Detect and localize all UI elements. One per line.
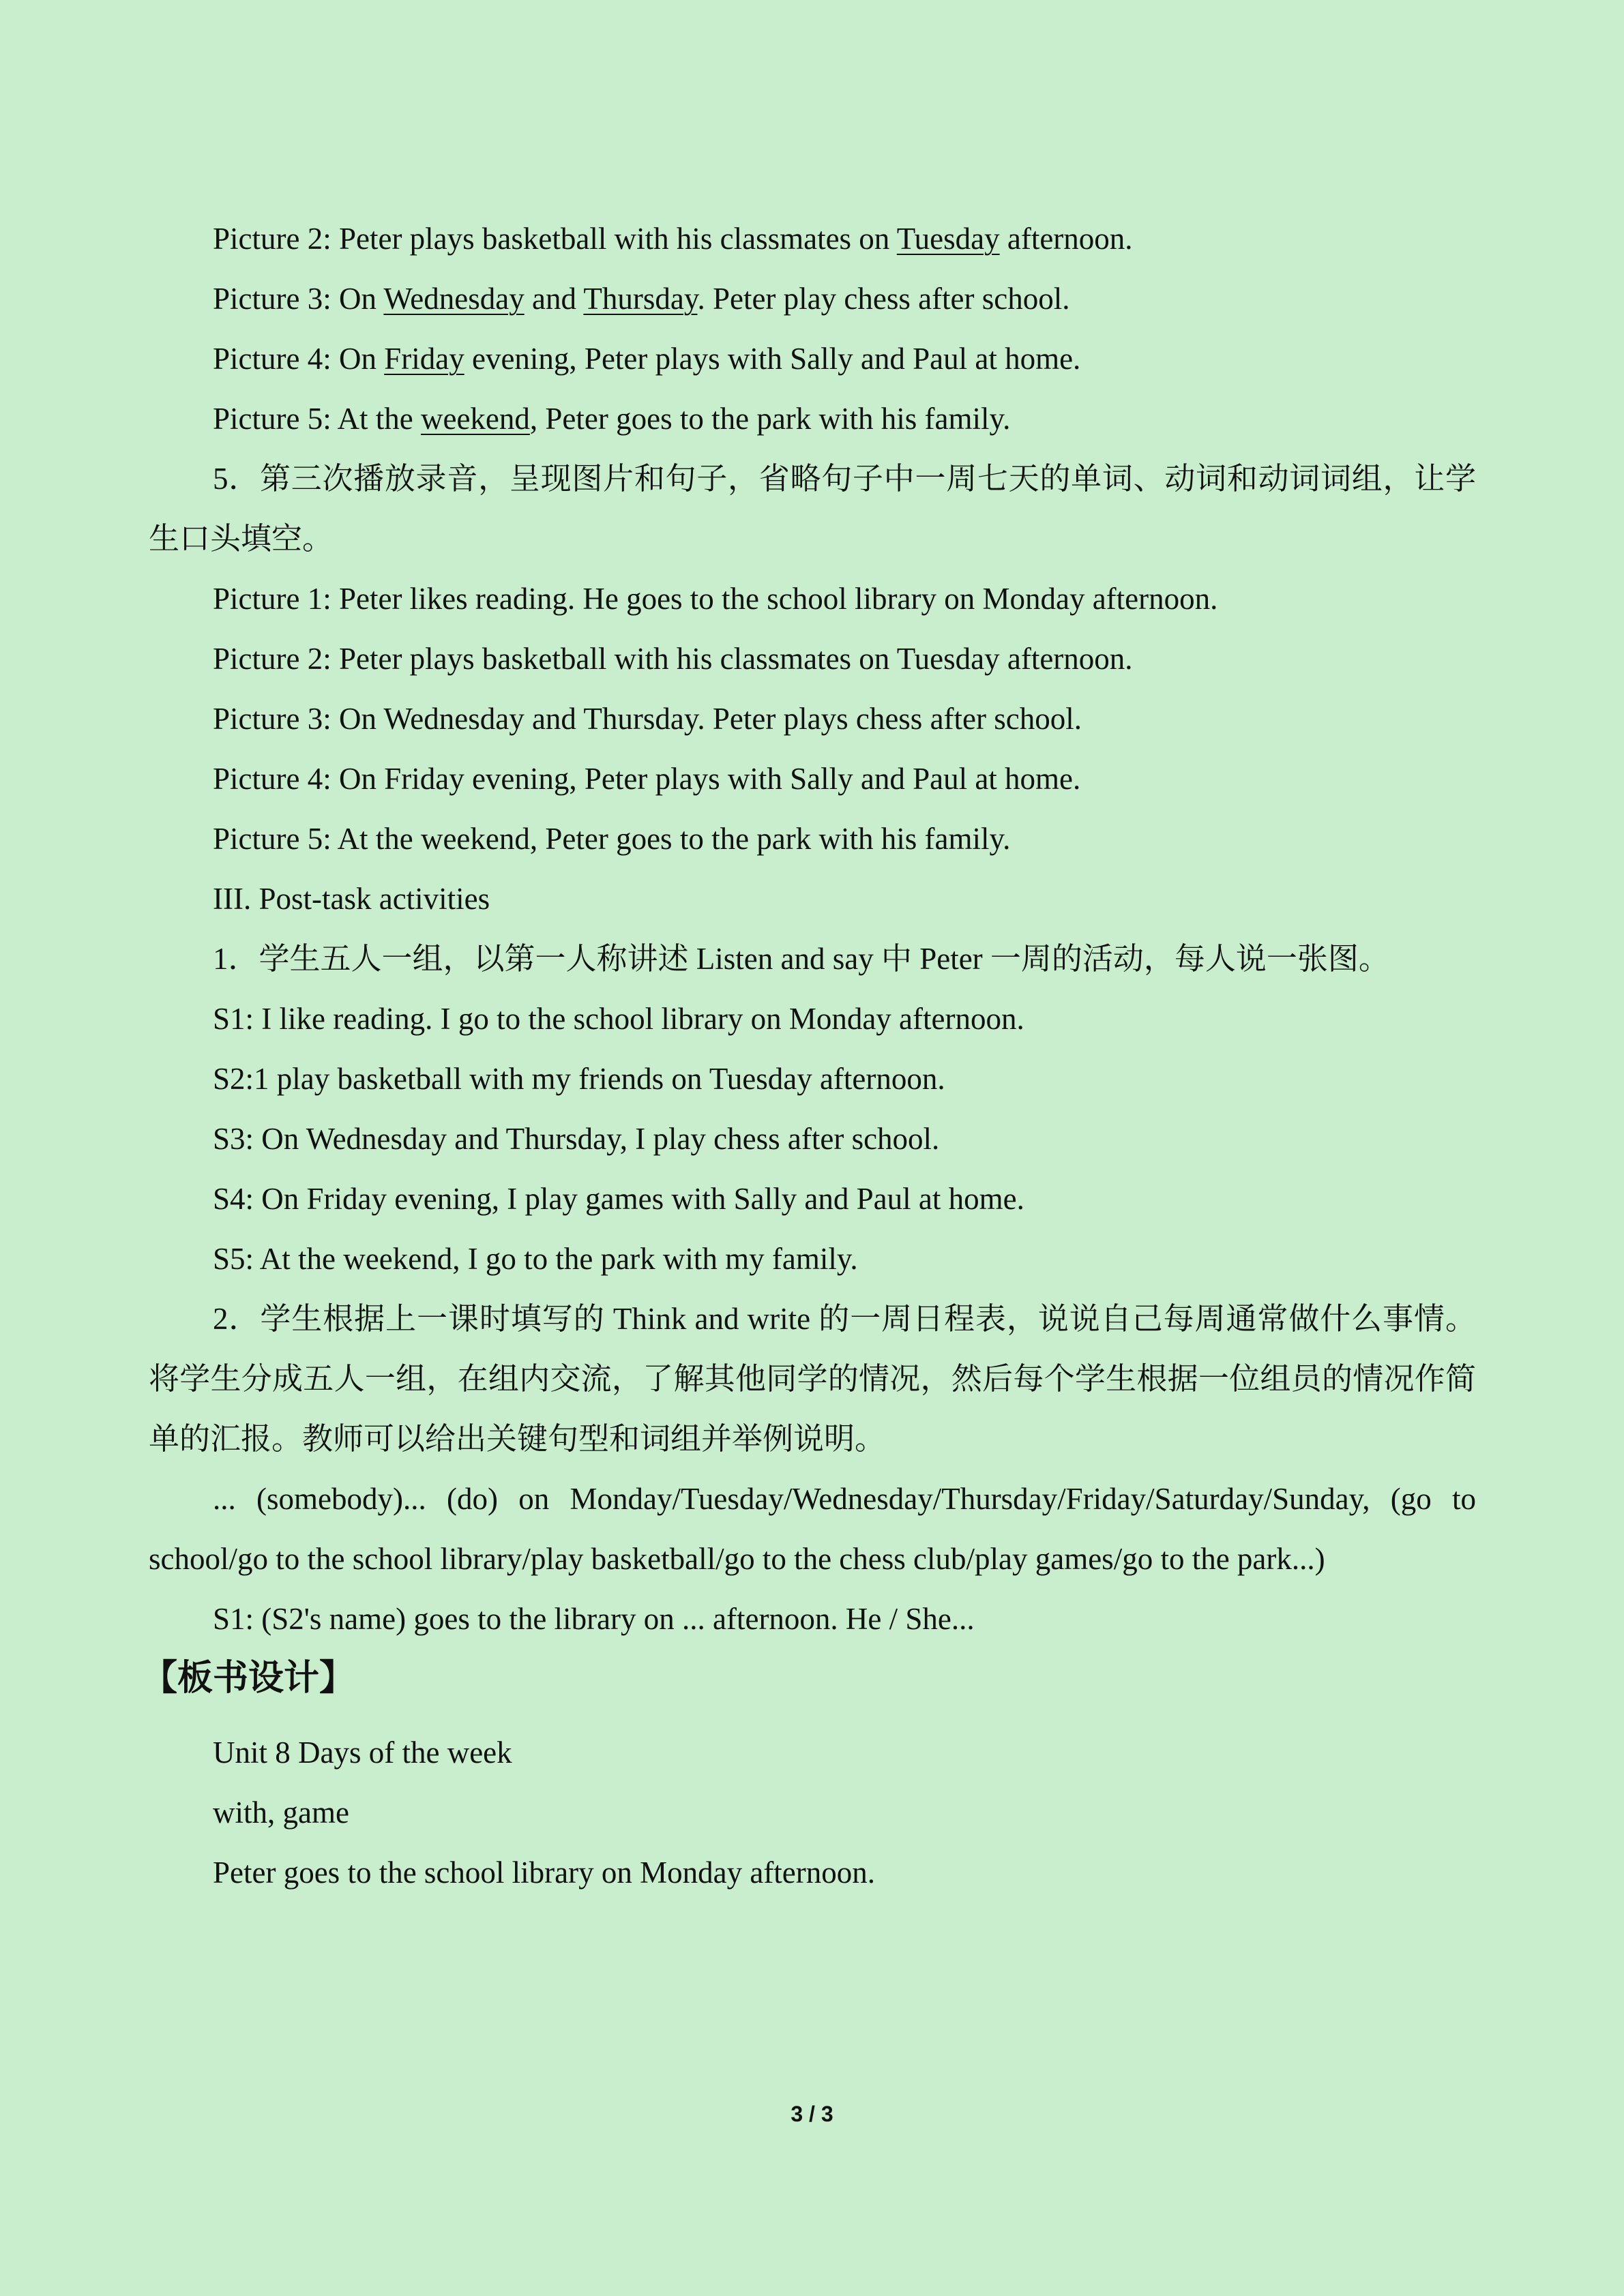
board-design-section: [142, 1649, 1476, 1903]
board-design-heading: 【板书设计】: [142, 1659, 355, 1698]
step-5-paragraph: 5．第三次播放录音，呈现图片和句子，省略句子中一周七天的单词、动词和动词词组，让学生口头填空。: [149, 462, 1476, 556]
student-line: S2:1 play basketball with my friends on Tuesday afternoon.: [213, 1062, 945, 1096]
fill-line: Picture 4: On Friday evening, Peter plays with Sally and Paul at home.: [213, 762, 1081, 796]
student-line: S4: On Friday evening, I play games with Sally and Paul at home.: [213, 1182, 1024, 1216]
example-sentence: S1: (S2's name) goes to the library on ... afternoon. He / She...: [213, 1602, 975, 1636]
sentence-pattern: ... (somebody)... (do) on Monday/Tuesday/Wednesday/Thursday/Friday/Saturday/Sunday, (go to school/go to the school library/play basketball/go to the chess club/play games/go to the park...): [149, 1482, 1476, 1576]
fill-line: Picture 2: Peter plays basketball with his classmates on Tuesday afternoon.: [213, 642, 1133, 676]
underlined-word: weekend: [420, 402, 530, 436]
underlined-word: Friday: [384, 342, 464, 376]
student-line: S1: I like reading. I go to the school library on Monday afternoon.: [213, 1002, 1024, 1036]
underlined-word: Thursday: [583, 282, 698, 316]
post-step-1: 1．学生五人一组，以第一人称讲述 Listen and say 中 Peter 一周的活动，每人说一张图。: [213, 942, 1389, 976]
post-task-title: III. Post-task activities: [213, 882, 490, 916]
listen-line: Picture 5: At the weekend, Peter goes to the park with his family.: [213, 402, 1011, 436]
page-number: 3 / 3: [791, 2102, 833, 2126]
board-line: Unit 8 Days of the week: [213, 1735, 512, 1770]
student-line: S5: At the weekend, I go to the park with my family.: [213, 1242, 858, 1276]
listen-line: Picture 4: On Friday evening, Peter plays with Sally and Paul at home.: [213, 342, 1081, 376]
page-content: [142, 209, 1476, 1903]
fill-line: Picture 1: Peter likes reading. He goes to the school library on Monday afternoon.: [213, 582, 1218, 616]
listen-line: Picture 2: Peter plays basketball with his classmates on Tuesday afternoon.: [213, 222, 1133, 256]
fill-line: Picture 3: On Wednesday and Thursday. Peter plays chess after school.: [213, 702, 1082, 736]
underlined-word: Tuesday: [896, 222, 1000, 256]
board-line: Peter goes to the school library on Monday afternoon.: [213, 1855, 876, 1890]
fill-line: Picture 5: At the weekend, Peter goes to the park with his family.: [213, 822, 1011, 856]
underlined-word: Wednesday: [383, 282, 525, 316]
board-line: with, game: [213, 1795, 349, 1830]
post-step-2: 2．学生根据上一课时填写的 Think and write 的一周日程表，说说自己每周通常做什么事情。将学生分成五人一组，在组内交流，了解其他同学的情况，然后每个学生根据一位组员的情况作简单的汇报。教师可以给出关键句型和词组并举例说明。: [149, 1302, 1476, 1456]
student-line: S3: On Wednesday and Thursday, I play chess after school.: [213, 1122, 940, 1156]
listen-line: Picture 3: On Wednesday and Thursday. Peter play chess after school.: [213, 282, 1070, 316]
